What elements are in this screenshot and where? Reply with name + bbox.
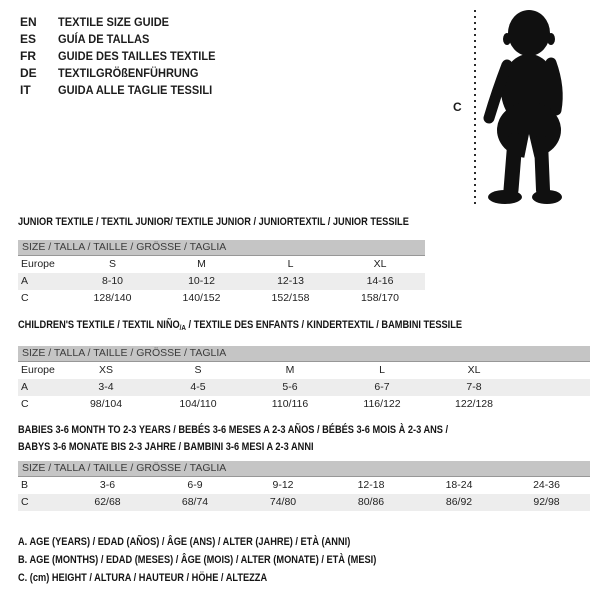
size-cell: S	[194, 364, 202, 376]
size-cell: 74/80	[269, 496, 297, 508]
size-cell: 18-24	[445, 479, 473, 491]
size-cell: M	[197, 258, 206, 270]
size-cell: 92/98	[533, 496, 560, 508]
size-cell: 62/68	[94, 496, 121, 508]
babies-section-title-line2: BABYS 3-6 MONATE BIS 2-3 JAHRE / BAMBINI 3-6 MESI A 2-3 ANNI	[18, 441, 314, 453]
table-row-europe	[18, 362, 590, 379]
table-row-europe	[18, 256, 425, 273]
children-section-title: CHILDREN'S TEXTILE / TEXTIL $NIÑO_{/A}$ / TEXTILE DES ENFANTS / KINDERTEXTIL / BAMBINI TESSILE	[18, 319, 463, 332]
size-cell: XS	[98, 364, 113, 376]
size-header-bar: SIZE / TALLA / TAILLE / GRÖSSE / TAGLIA	[18, 461, 590, 477]
size-cell: 86/92	[445, 496, 473, 508]
row-label: C	[21, 496, 29, 508]
filler-cell	[520, 396, 590, 413]
size-cell: 24-36	[533, 479, 560, 491]
size-cell: 6-9	[187, 479, 203, 491]
language-row-de	[20, 65, 229, 82]
size-cell: 12-13	[277, 275, 304, 287]
language-title: GUÍA DE TALLAS	[58, 32, 150, 46]
language-title: TEXTILE SIZE GUIDE	[58, 15, 170, 29]
subscript-a: /A	[179, 323, 186, 332]
language-row-en	[20, 14, 229, 31]
note-line-c: C. (cm) HEIGHT / ALTURA / HAUTEUR / HÖHE / ALTEZZA	[18, 572, 268, 584]
size-cell: XL	[373, 258, 387, 270]
size-cell: S	[108, 258, 116, 270]
row-label: B	[21, 479, 29, 491]
table-row-b	[18, 477, 590, 494]
language-row-it	[20, 82, 229, 99]
height-measure-dotted-line	[474, 10, 476, 208]
size-cell: 7-8	[466, 381, 482, 393]
table-row-c	[18, 290, 425, 307]
language-row-es	[20, 31, 229, 48]
size-cell: 14-16	[366, 275, 394, 287]
row-label: Europe	[21, 364, 55, 376]
filler-cell	[520, 379, 590, 396]
size-cell: 6-7	[374, 381, 390, 393]
row-label: A	[21, 275, 29, 287]
table-row-c	[18, 494, 590, 511]
note-line-a: A. AGE (YEARS) / EDAD (AÑOS) / ÂGE (ANS) / ALTER (JAHRE) / ETÀ (ANNI)	[18, 536, 351, 548]
language-title: TEXTILGRÖßENFÜHRUNG	[58, 66, 199, 80]
size-cell: M	[285, 364, 295, 376]
note-line-b: B. AGE (MONTHS) / EDAD (MESES) / ÂGE (MOIS) / ALTER (MONATE) / ETÀ (MESI)	[18, 554, 377, 566]
junior-section-title: JUNIOR TEXTILE / TEXTIL JUNIOR/ TEXTILE JUNIOR / JUNIORTEXTIL / JUNIOR TESSILE	[18, 216, 409, 228]
size-cell: L	[287, 258, 294, 270]
language-list	[20, 14, 229, 99]
size-cell: 5-6	[282, 381, 298, 393]
language-row-fr	[20, 48, 229, 65]
size-cell: 152/158	[271, 292, 310, 304]
table-row-c	[18, 396, 590, 413]
height-measure-label: C	[453, 100, 462, 114]
row-label: C	[21, 292, 29, 304]
junior-size-table	[18, 240, 425, 307]
table-row-a	[18, 379, 590, 396]
table-row-a	[18, 273, 425, 290]
size-header-bar: SIZE / TALLA / TAILLE / GRÖSSE / TAGLIA	[18, 240, 425, 256]
row-label: A	[21, 381, 29, 393]
size-header-bar: SIZE / TALLA / TAILLE / GRÖSSE / TAGLIA	[18, 346, 590, 362]
size-cell: 104/110	[179, 398, 217, 410]
language-title: GUIDA ALLE TAGLIE TESSILI	[58, 83, 213, 97]
size-cell: 116/122	[363, 398, 401, 410]
size-cell: 3-4	[98, 381, 114, 393]
language-code: ES	[20, 32, 37, 46]
size-cell: 10-12	[188, 275, 215, 287]
size-cell: 12-18	[357, 479, 385, 491]
language-code: DE	[20, 66, 37, 80]
size-cell: 8-10	[101, 275, 123, 287]
size-cell: 3-6	[99, 479, 116, 491]
size-cell: 4-5	[190, 381, 206, 393]
size-cell: 122/128	[455, 398, 493, 410]
babies-section-title-line1: BABIES 3-6 MONTH TO 2-3 YEARS / BEBÉS 3-6 MESES A 2-3 AÑOS / BÉBÉS 3-6 MOIS À 2-3 ANS /	[18, 424, 449, 436]
size-cell: 158/170	[361, 292, 399, 304]
language-code: EN	[20, 15, 37, 29]
baby-silhouette	[478, 6, 570, 208]
filler-cell	[520, 362, 590, 379]
babies-size-table	[18, 461, 590, 511]
size-cell: 98/104	[89, 398, 123, 410]
size-cell: 80/86	[357, 496, 385, 508]
size-cell: 128/140	[93, 292, 132, 304]
language-title: GUIDE DES TAILLES TEXTILE	[58, 49, 216, 63]
size-cell: 68/74	[181, 496, 209, 508]
children-size-table	[18, 346, 590, 413]
size-cell: L	[379, 364, 385, 376]
measurement-notes	[18, 533, 445, 587]
size-cell: 9-12	[272, 479, 294, 491]
size-cell: 140/152	[182, 292, 221, 304]
row-label: C	[21, 398, 29, 410]
row-label: Europe	[21, 258, 55, 270]
language-code: IT	[20, 83, 31, 97]
size-cell: XL	[467, 364, 481, 376]
size-cell: 110/116	[271, 398, 309, 410]
language-code: FR	[20, 49, 36, 63]
